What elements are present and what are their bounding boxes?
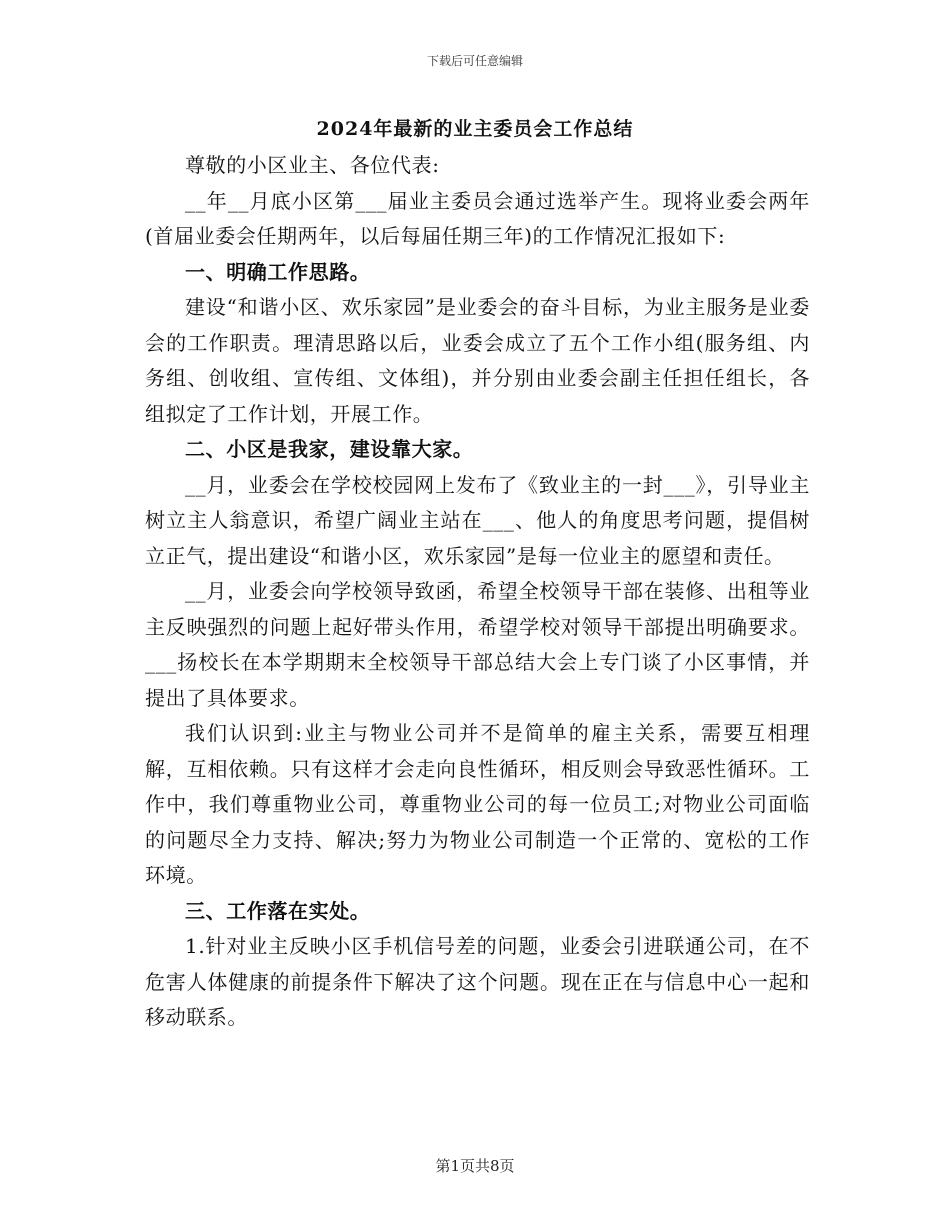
header-note: 下载后可任意编辑	[426, 54, 523, 68]
paragraph-section-1: 建设“和谐小区、欢乐家园”是业委会的奋斗目标，为业主服务是业委会的工作职责。理清思路以后，业委会成立了五个工作小组(服务组、内务组、创收组、宣传组、文体组)，并分别由业委会副主任担任组长，各组拟定了工作计划，开展工作。	[145, 295, 810, 426]
paragraph-section-2b: __月，业委会向学校领导致函，希望全校领导干部在装修、出租等业主反映强烈的问题上起好带头作用，希望学校对领导干部提出明确要求。___扬校长在本学期期末全校领导干部总结大会上专门谈了小区事情，并提出了具体要求。	[145, 579, 810, 710]
salutation: 尊敬的小区业主、各位代表:	[185, 153, 440, 177]
paragraph-intro: __年__月底小区第___届业主委员会通过选举产生。现将业委会两年(首届业委会任期两年，以后每届任期三年)的工作情况汇报如下:	[145, 188, 810, 248]
paragraph-section-2a: __月，业委会在学校校园网上发布了《致业主的一封___》，引导业主树立主人翁意识，希望广阔业主站在___、他人的角度思考问题，提倡树立正气，提出建设“和谐小区，欢乐家园”是每一位业主的愿望和责任。	[145, 472, 810, 568]
page-number: 第1页共8页	[435, 1157, 515, 1175]
document-body	[145, 148, 810, 1036]
document-title: 2024年最新的业主委员会工作总结	[316, 118, 634, 140]
paragraph-section-2c: 我们认识到:业主与物业公司并不是简单的雇主关系，需要互相理解，互相依赖。只有这样才会走向良性循环，相反则会导致恶性循环。工作中，我们尊重物业公司，尊重物业公司的每一位员工;对物业公司面临的问题尽全力支持、解决;努力为物业公司制造一个正常的、宽松的工作环境。	[145, 721, 810, 887]
paragraph-section-3-item-1: 1.针对业主反映小区手机信号差的问题，业委会引进联通公司，在不危害人体健康的前提条件下解决了这个问题。现在正在与信息中心一起和移动联系。	[145, 934, 810, 1029]
section-heading-1: 一、明确工作思路。	[185, 259, 371, 284]
section-heading-2: 二、小区是我家，建设靠大家。	[185, 437, 474, 461]
section-heading-3: 三、工作落在实处。	[185, 898, 371, 923]
